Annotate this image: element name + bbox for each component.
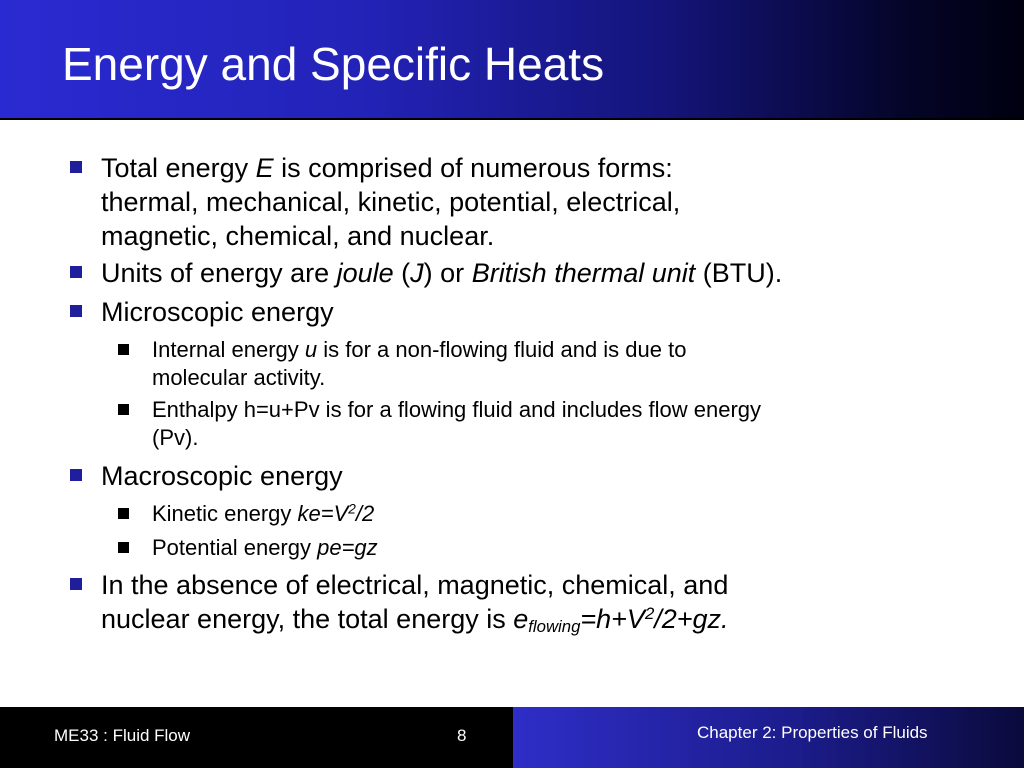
text-run: molecular activity. — [152, 365, 326, 390]
formula-part: ke=V — [297, 501, 349, 526]
bullet-total-energy — [0, 151, 1024, 261]
text-run: nuclear energy, the total energy is — [101, 604, 514, 634]
bullet-marker-square-icon — [70, 266, 82, 278]
subbullet-kinetic-energy — [0, 500, 1024, 530]
bullet-text: Microscopic energy — [101, 297, 334, 327]
emphasis-joule: joule — [336, 258, 394, 288]
text-run: magnetic, chemical, and nuclear. — [101, 221, 495, 251]
slide-title: Energy and Specific Heats — [62, 38, 605, 90]
bullet-macroscopic-energy — [0, 459, 1024, 495]
text-run: is comprised of numerous forms: — [273, 153, 673, 183]
text-run: Units of energy are — [101, 258, 337, 288]
bullet-marker-square-icon — [70, 469, 82, 481]
formula-part: /2+gz. — [654, 604, 729, 634]
footer-course: ME33 : Fluid Flow — [54, 726, 191, 745]
subbullet-potential-energy — [0, 534, 1024, 564]
bullet-units-of-energy — [0, 256, 1024, 292]
bullet-marker-square-icon — [70, 305, 82, 317]
subbullet-text — [152, 336, 972, 392]
subbullet-text — [152, 500, 972, 528]
bullet-text — [101, 256, 981, 290]
superscript: 2 — [348, 501, 356, 517]
subbullet-text — [152, 396, 972, 452]
subbullet-marker-square-icon — [118, 508, 129, 519]
text-run: Internal energy — [152, 337, 305, 362]
subbullet-marker-square-icon — [118, 404, 129, 415]
text-run: ( — [393, 258, 411, 288]
text-run: Total energy — [101, 153, 256, 183]
text-run: (BTU). — [695, 258, 783, 288]
superscript: 2 — [644, 603, 655, 623]
bullet-total-energy-flowing — [0, 568, 1024, 640]
text-run: thermal, mechanical, kinetic, potential, electrical, — [101, 187, 681, 217]
formula-kinetic — [298, 501, 375, 526]
bullet-marker-square-icon — [70, 578, 82, 590]
text-run: ) or — [423, 258, 472, 288]
bullet-text — [101, 568, 981, 636]
formula-potential: pe=gz — [317, 535, 378, 560]
math-variable-u: u — [304, 337, 318, 362]
subbullet-text — [152, 534, 972, 562]
formula-part: /2 — [355, 501, 375, 526]
subbullet-marker-square-icon — [118, 542, 129, 553]
bullet-text: Macroscopic energy — [101, 461, 343, 491]
emphasis-j: J — [410, 258, 424, 288]
subscript: flowing — [528, 617, 581, 637]
math-variable-e: E — [255, 153, 274, 183]
text-run: Kinetic energy — [152, 501, 298, 526]
footer-page-number: 8 — [457, 726, 467, 745]
footer-chapter: Chapter 2: Properties of Fluids — [697, 723, 928, 742]
text-run: Potential energy — [152, 535, 318, 560]
text-run: (Pv). — [152, 425, 199, 450]
bullet-text — [101, 151, 981, 253]
subbullet-internal-energy — [0, 336, 1024, 394]
formula-part: =h+V — [580, 604, 645, 634]
text-run: Enthalpy h=u+Pv is for a flowing fluid and includes flow energy — [152, 397, 762, 422]
bullet-microscopic-energy — [0, 295, 1024, 331]
formula-part: e — [513, 604, 529, 634]
text-run: In the absence of electrical, magnetic, chemical, and — [101, 570, 729, 600]
subbullet-enthalpy — [0, 396, 1024, 454]
formula-flowing-energy — [513, 603, 729, 637]
text-run: is for a non-flowing fluid and is due to — [317, 337, 687, 362]
emphasis-btu: British thermal unit — [471, 258, 696, 288]
subbullet-marker-square-icon — [118, 344, 129, 355]
slide-header — [0, 0, 1024, 120]
bullet-marker-square-icon — [70, 161, 82, 173]
